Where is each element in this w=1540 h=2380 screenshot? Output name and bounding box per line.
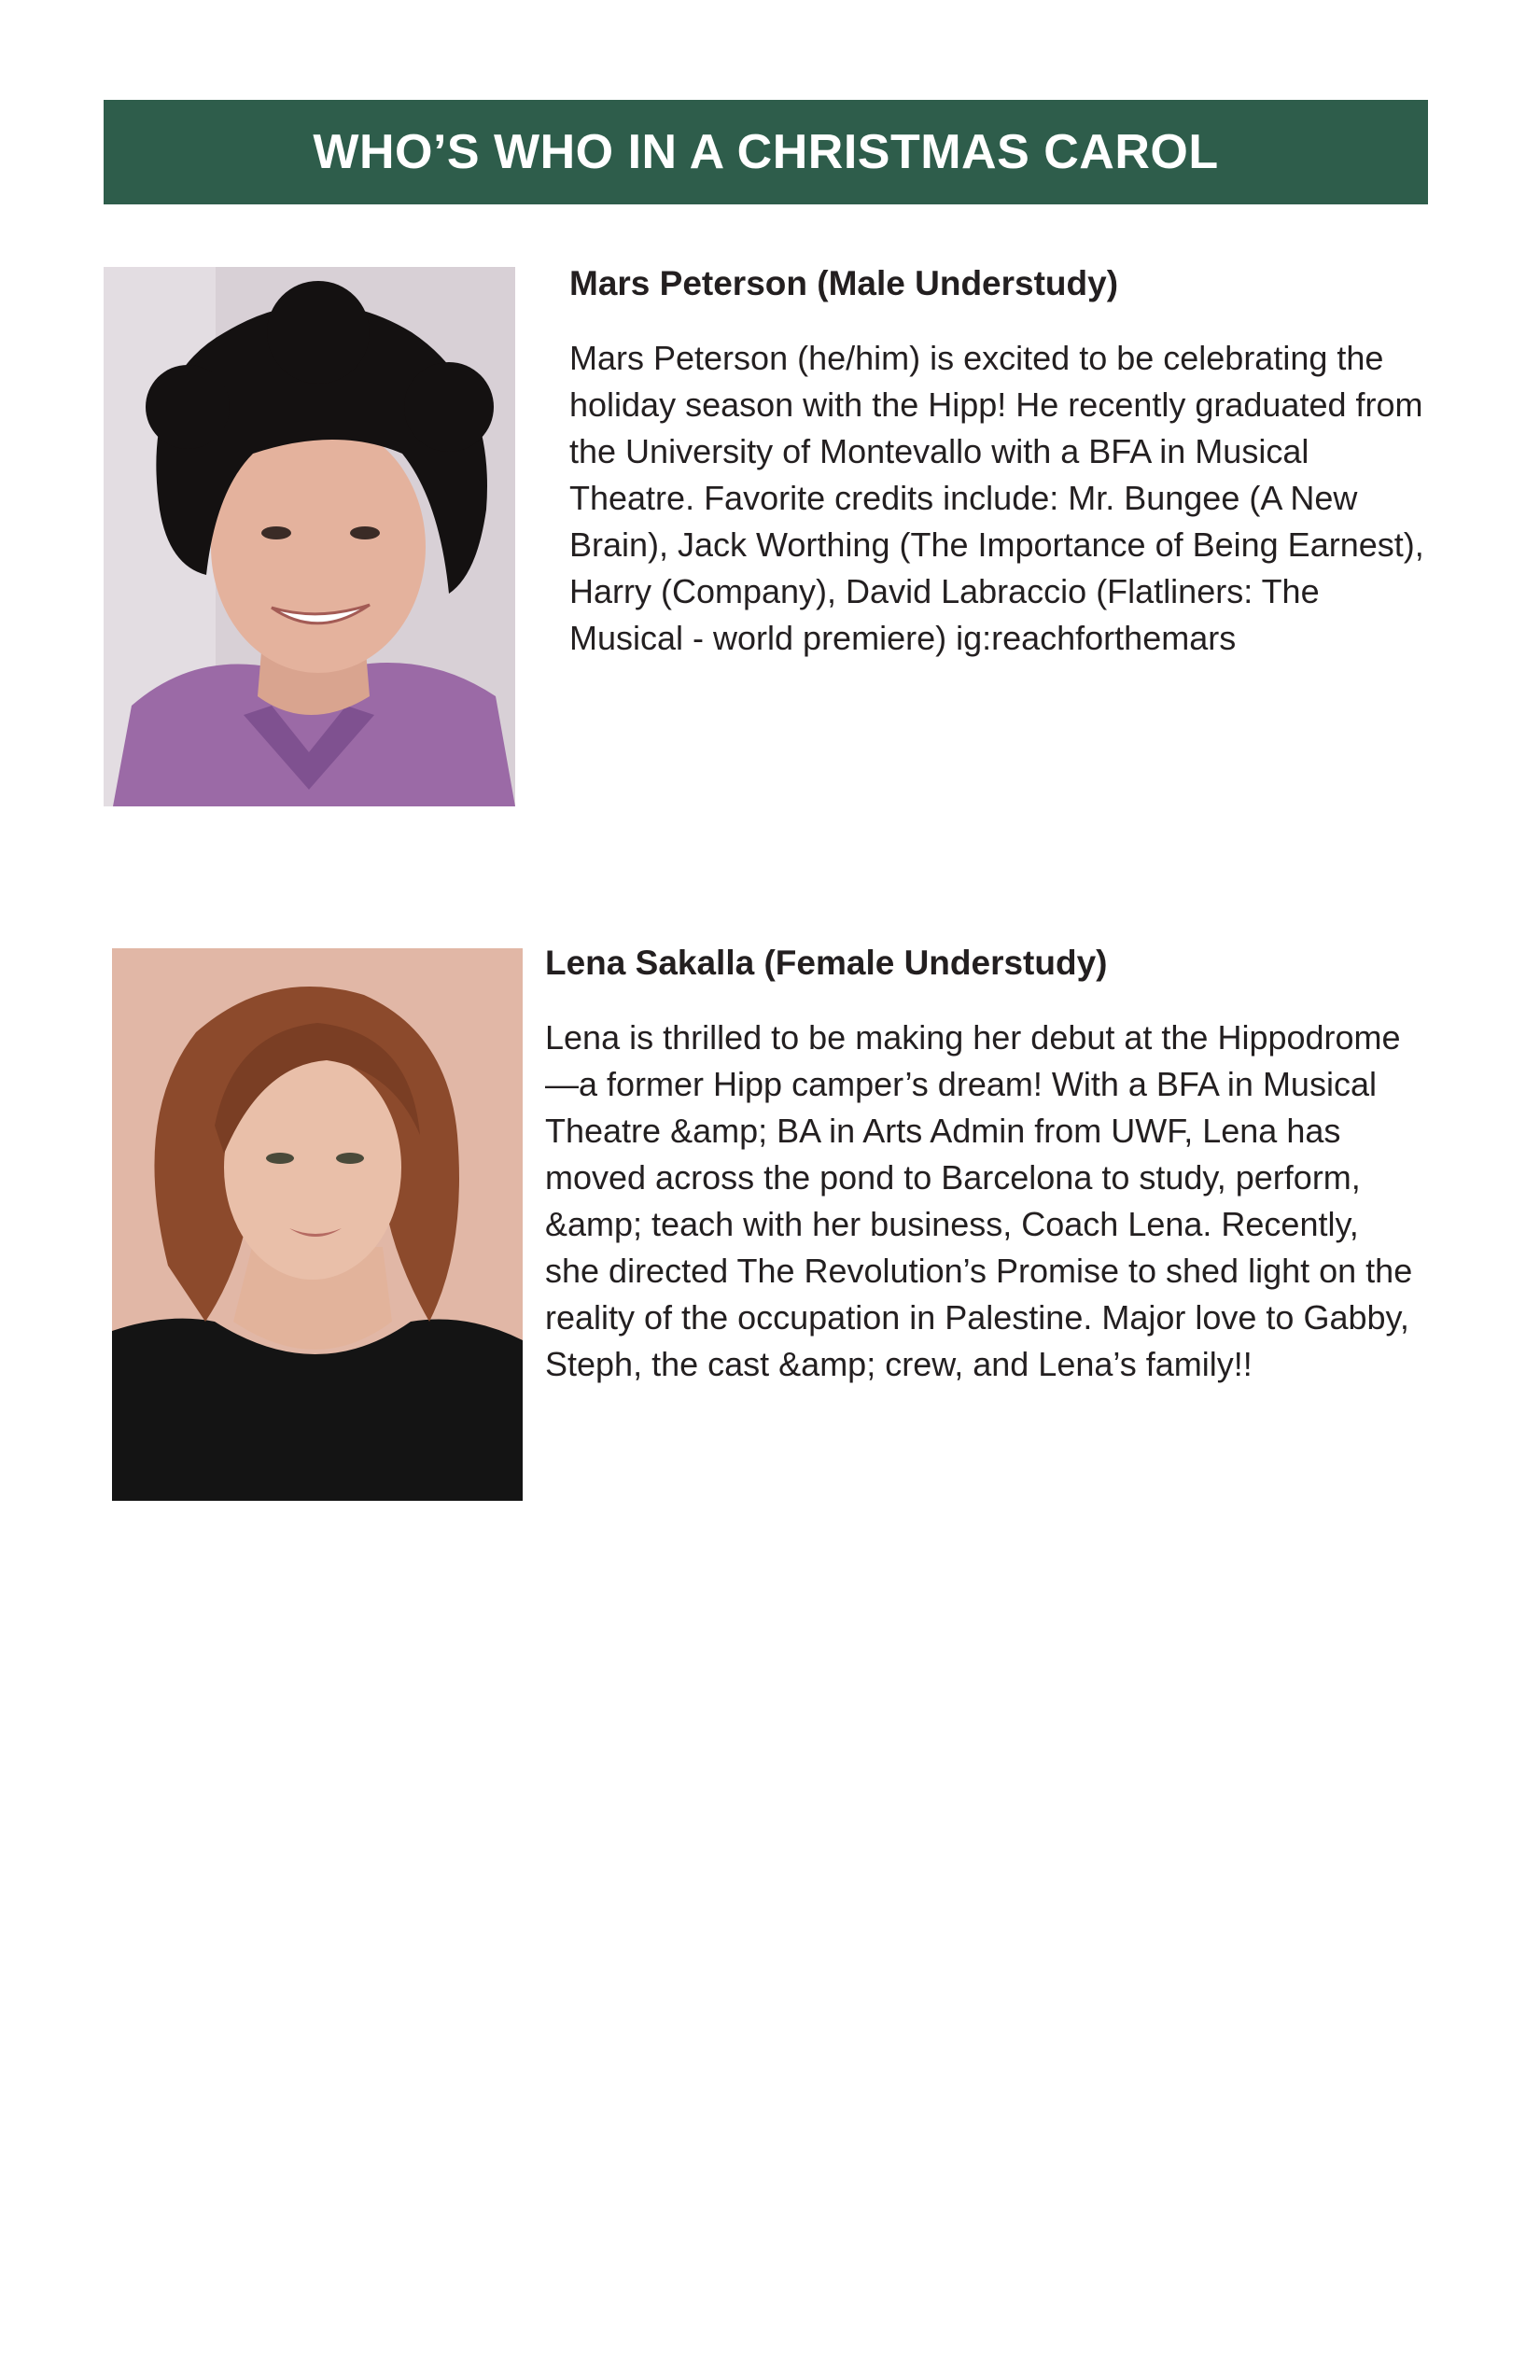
headshot-photo-lena — [112, 948, 523, 1501]
cast-name-mars: Mars Peterson (Male Understudy) — [569, 264, 1119, 302]
page-title: WHO’S WHO IN A CHRISTMAS CAROL — [313, 125, 1219, 179]
cast-name-lena: Lena Sakalla (Female Understudy) — [545, 944, 1108, 982]
cast-bio-text-lena: Lena is thrilled to be making her debut at the Hippodrome—a former Hipp camper’s dream! With a BFA in Musical Theatre &amp; BA in Arts Admin from UWF, Lena has moved across the pond to Barcelona to study, perform, &amp; teach with her business, Coach Lena. Recently, she directed The Revolution’s Promise to shed light on the reality of the occupation in Palestine. Major love to Gabby, Steph, the cast &amp; crew, and Lena’s family!! — [545, 1018, 1413, 1383]
cast-bio-text-mars: Mars Peterson (he/him) is excited to be celebrating the holiday season with the Hipp! He recently graduated from the University of Montevallo with a BFA in Musical Theatre. Favorite credits include: Mr. Bungee (A New Brain), Jack Worthing (The Importance of Being Earnest), Harry (Company), David Labraccio (Flatliners: The Musical - world premiere) ig:reachforthemars — [569, 339, 1424, 657]
page-title-bar — [104, 100, 1428, 204]
cast-bio-lena — [545, 943, 1413, 1388]
headshot-photo-mars — [104, 267, 515, 806]
cast-bio-mars — [569, 263, 1428, 662]
